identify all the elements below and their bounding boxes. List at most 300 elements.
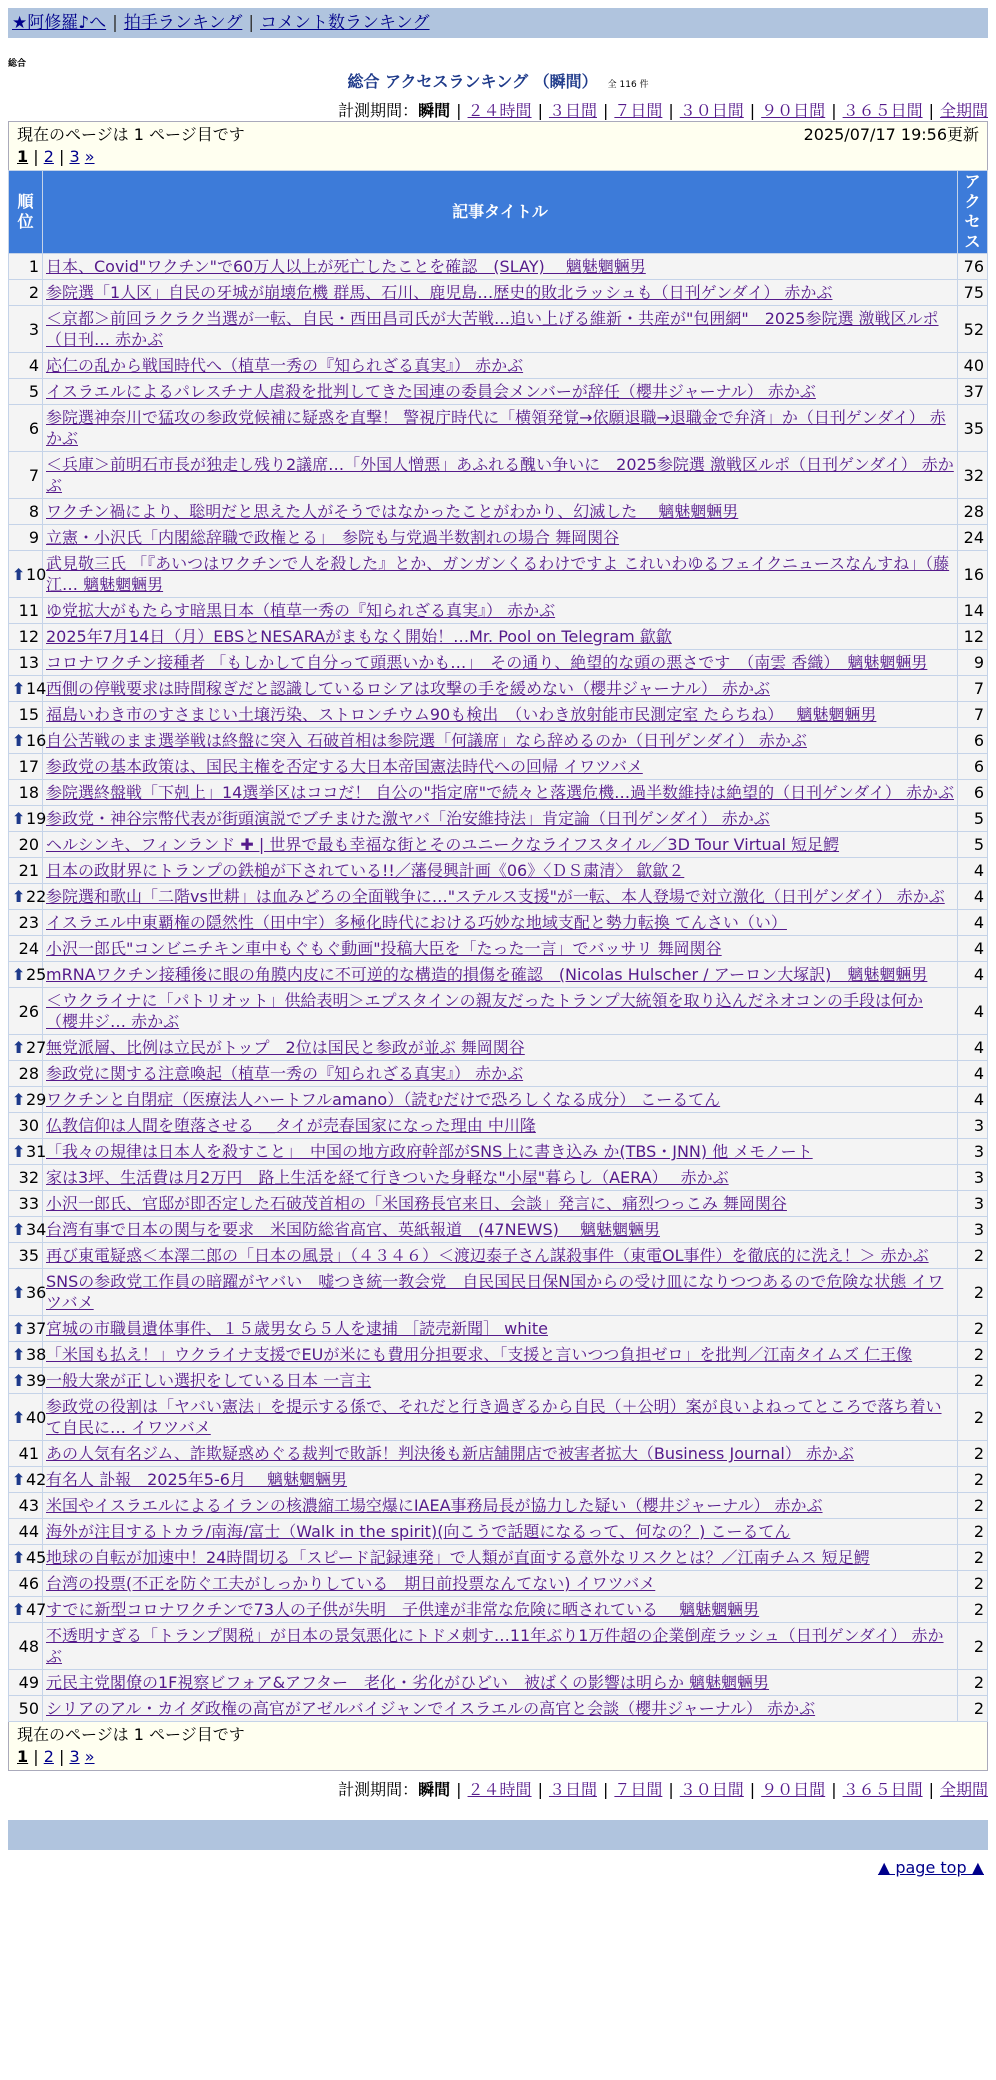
- period-option[interactable]: ３日間: [548, 1780, 597, 1799]
- access-count: 32: [958, 452, 988, 499]
- page-current: 1: [17, 147, 29, 166]
- article-link[interactable]: 武見敬三氏 「『あいつはワクチンで人を殺した』とか、ガンガンくるわけですよ これいわゆるフェイクニュースなんすね」（藤江… 魑魅魍魎男: [46, 554, 950, 594]
- table-row: [9, 910, 988, 936]
- table-row: [9, 525, 988, 551]
- article-link[interactable]: ヘルシンキ、フィンランド ✚ | 世界で最も幸福な街とそのユニークなライフスタイル／3D Tour Virtual 短足鰐: [46, 835, 840, 854]
- page-current: 1: [17, 1747, 29, 1766]
- article-link[interactable]: 参院選「1人区」自民の牙城が崩壊危機 群馬、石川、鹿児島…歴史的敗北ラッシュも（日刊ゲンダイ） 赤かぶ: [46, 283, 833, 302]
- article-link[interactable]: 日本、Covid"ワクチン"で60万人以上が死亡したことを確認 (SLAY) 魑魅魍魎男: [46, 257, 646, 276]
- table-row: [9, 1217, 988, 1243]
- article-link[interactable]: 再び東電疑惑＜本澤二郎の「日本の風景」（４３４６）＜渡辺泰子さん謀殺事件（東電OL事件）を徹底的に洗え！＞ 赤かぶ: [46, 1246, 929, 1265]
- up-arrow-icon: ⬆: [12, 731, 26, 750]
- separator: |: [53, 1747, 70, 1766]
- table-row: [9, 1316, 988, 1342]
- title-cell: [43, 1342, 958, 1368]
- separator: |: [831, 1780, 837, 1799]
- rank-cell: [9, 1165, 43, 1191]
- rank-number: 3: [28, 319, 39, 339]
- title-cell: [43, 1493, 958, 1519]
- rank-cell: [9, 1441, 43, 1467]
- rank-number: 30: [18, 1116, 39, 1135]
- rank-number: 22: [26, 887, 47, 906]
- home-link[interactable]: ★阿修羅♪へ: [12, 13, 107, 33]
- up-arrow-icon: ⬆: [12, 1470, 26, 1489]
- pager-bottom: [8, 1722, 988, 1771]
- article-link[interactable]: 元民主党閣僚の1F視察ビフォア&アフター 老化・劣化がひどい 被ばくの影響は明らか 魑魅魍魎男: [46, 1673, 770, 1692]
- article-link[interactable]: 小沢一郎氏、官邸が即否定した石破茂首相の「米国務長官来日、会談」発言に、痛烈つっこみ 舞岡関谷: [46, 1194, 787, 1213]
- table-row: [9, 988, 988, 1035]
- article-link[interactable]: あの人気有名ジム、詐欺疑惑めぐる裁判で敗訴！判決後も新店舗開店で被害者拡大（Business Journal） 赤かぶ: [46, 1444, 854, 1463]
- access-count: 28: [958, 499, 988, 525]
- separator: |: [456, 1780, 462, 1799]
- table-row: [9, 1061, 988, 1087]
- page-link[interactable]: 3: [69, 1747, 80, 1766]
- title-cell: [43, 936, 958, 962]
- article-link[interactable]: 宮城の市職員遺体事件、１５歳男女ら５人を逮捕 ［読売新聞］ white: [46, 1319, 548, 1338]
- period-option[interactable]: ７日間: [614, 1780, 663, 1799]
- table-row: [9, 1545, 988, 1571]
- rank-number: 28: [18, 1064, 39, 1083]
- title-cell: [43, 499, 958, 525]
- separator: |: [602, 101, 609, 120]
- article-link[interactable]: ゆ党拡大がもたらす暗黒日本（植草一秀の『知られざる真実』） 赤かぶ: [46, 601, 556, 620]
- comment-ranking-link[interactable]: コメント数ランキング: [260, 13, 430, 33]
- title-cell: [43, 1061, 958, 1087]
- period-selector: [8, 1777, 988, 1800]
- rank-number: 41: [18, 1444, 39, 1463]
- rank-cell: [9, 1342, 47, 1368]
- up-arrow-icon: ⬆: [12, 1548, 26, 1567]
- access-count: 5: [958, 832, 988, 858]
- article-link[interactable]: 地球の自転が加速中！24時間切る「スピード記録連発」で人類が直面する意外なリスクとは？／江南チムス 短足鰐: [46, 1548, 870, 1567]
- access-count: 2: [958, 1493, 988, 1519]
- table-row: [9, 1493, 988, 1519]
- rank-number: 32: [18, 1168, 39, 1187]
- rank-cell: [9, 962, 47, 988]
- article-link[interactable]: 西側の停戦要求は時間稼ぎだと認識しているロシアは攻撃の手を緩めない（櫻井ジャーナル） 赤かぶ: [46, 679, 770, 698]
- rank-number: 40: [26, 1407, 47, 1427]
- table-row: [9, 858, 988, 884]
- rank-number: 18: [18, 783, 39, 802]
- separator: |: [831, 101, 837, 120]
- separator: |: [53, 147, 70, 166]
- separator: |: [537, 1780, 543, 1799]
- period-option[interactable]: ３６５日間: [842, 1780, 923, 1799]
- separator: |: [28, 147, 44, 166]
- rank-cell: [9, 525, 43, 551]
- title-cell: [43, 1087, 958, 1113]
- rank-number: 15: [18, 705, 39, 724]
- table-row: [9, 884, 988, 910]
- period-option[interactable]: ２４時間: [467, 1780, 532, 1799]
- separator: |: [928, 101, 934, 120]
- article-link[interactable]: ＜兵庫＞前明石市長が独走し残り2議席…「外国人憎悪」あふれる醜い争いに 2025参院選 激戦区ルポ（日刊ゲンダイ） 赤かぶ: [46, 455, 954, 495]
- updated-time: 2025/07/17 19:56更新: [803, 125, 979, 144]
- rank-cell: [9, 1467, 47, 1493]
- article-link[interactable]: 小沢一郎氏"コンビニチキン車中もぐもぐ動画"投稿大臣を「たった一言」でバッサリ 舞岡関谷: [46, 939, 722, 958]
- title-header: 記事タイトル: [43, 171, 958, 254]
- period-option[interactable]: ３日間: [548, 101, 597, 120]
- table-row: [9, 1139, 988, 1165]
- rank-number: 5: [28, 382, 39, 401]
- article-link[interactable]: 日本の政財界にトランプの鉄槌が下されている!!／藩侵興計画《06》〈ＤＳ粛清〉 歙歙２: [46, 861, 685, 880]
- up-arrow-icon: ⬆: [12, 1345, 26, 1364]
- article-link[interactable]: mRNAワクチン接種後に眼の角膜内皮に不可逆的な構造的損傷を確認 (Nicolas Hulscher / アーロン大塚訳) 魑魅魍魎男: [46, 965, 928, 984]
- page-link[interactable]: 2: [43, 147, 54, 166]
- access-count: 16: [958, 551, 988, 598]
- article-link[interactable]: 参政党の基本政策は、国民主権を否定する大日本帝国憲法時代への回帰 イワツバメ: [46, 757, 643, 776]
- rank-cell: [9, 1597, 47, 1623]
- article-link[interactable]: 一般大衆が正しい選択をしている日本 一言主: [46, 1371, 372, 1390]
- article-link[interactable]: シリアのアル・カイダ政権の高官がアゼルバイジャンでイスラエルの高官と会談（櫻井ジャーナル） 赤かぶ: [46, 1699, 816, 1718]
- access-count: 2: [958, 1394, 988, 1441]
- rank-number: 10: [26, 564, 47, 584]
- article-link[interactable]: 台湾有事で日本の関与を要求 米国防総省高官、英紙報道 (47NEWS) 魑魅魍魎男: [46, 1220, 660, 1239]
- access-count: 4: [958, 962, 988, 988]
- title-cell: [43, 832, 958, 858]
- page-link[interactable]: 2: [43, 1747, 54, 1766]
- article-link[interactable]: ＜京都＞前回ラクラク当選が一転、自民・西田昌司氏が大苦戦…追い上げる維新・共産が"包囲網" 2025参院選 激戦区ルポ（日刊… 赤かぶ: [46, 309, 939, 349]
- rank-cell: [9, 551, 47, 598]
- rank-cell: [9, 1571, 43, 1597]
- title-cell: [43, 1696, 958, 1722]
- separator: |: [928, 1780, 934, 1799]
- table-row: [9, 1597, 988, 1623]
- rank-number: 7: [28, 465, 39, 485]
- article-link[interactable]: コロナワクチン接種者 「もしかして自分って頭悪いかも…」 その通り、絶望的な頭の悪さです （南雲 香織） 魑魅魍魎男: [46, 653, 928, 672]
- article-link[interactable]: 立憲・小沢氏「内閣総辞職で政権とる」 参院も与党過半数割れの場合 舞岡関谷: [46, 528, 620, 547]
- rank-number: 31: [26, 1142, 47, 1161]
- access-count: 35: [958, 405, 988, 452]
- rank-cell: [9, 780, 43, 806]
- access-count: 2: [958, 1269, 988, 1316]
- access-count: 4: [958, 988, 988, 1035]
- article-link[interactable]: 応仁の乱から戦国時代へ（植草一秀の『知られざる真実』） 赤かぶ: [46, 356, 524, 375]
- title-cell: [43, 1243, 958, 1269]
- access-count: 3: [958, 1113, 988, 1139]
- rank-cell: [9, 598, 43, 624]
- title-cell: [43, 1441, 958, 1467]
- rank-cell: [9, 728, 47, 754]
- access-count: 4: [958, 1035, 988, 1061]
- title-cell: [43, 1623, 958, 1670]
- page-top-row: [8, 1850, 988, 1887]
- access-count: 2: [958, 1368, 988, 1394]
- access-count: 2: [958, 1467, 988, 1493]
- rank-cell: [9, 405, 43, 452]
- rank-number: 47: [26, 1600, 47, 1619]
- article-link[interactable]: ＜ウクライナに「パトリオット」供給表明＞エプスタインの親友だったトランプ大統領を取り込んだネオコンの手段は何か（櫻井ジ… 赤かぶ: [46, 991, 923, 1031]
- rank-header: 順位: [9, 171, 43, 254]
- table-row: [9, 728, 988, 754]
- rank-cell: [9, 1316, 47, 1342]
- title-cell: [43, 1316, 958, 1342]
- article-link[interactable]: 海外が注目するトカラ/南海/富士（Walk in the spirit)(向こうで話題になるって、何なの？) こーるてん: [46, 1522, 791, 1541]
- table-row: [9, 1035, 988, 1061]
- title-cell: [43, 624, 958, 650]
- article-link[interactable]: 参院選終盤戦「下剋上」14選挙区はココだ！ 自公の"指定席"で続々と落選危機…過半数維持は絶望的（日刊ゲンダイ） 赤かぶ: [46, 783, 954, 802]
- article-link[interactable]: 2025年7月14日（月）EBSとNESARAがまもなく開始！…Mr. Pool on Telegram 歙歙: [46, 627, 672, 646]
- up-arrow-icon: ⬆: [12, 564, 26, 584]
- article-link[interactable]: 無党派層、比例は立民がトップ 2位は国民と参政が並ぶ 舞岡関谷: [46, 1038, 525, 1057]
- rank-number: 14: [26, 679, 47, 698]
- rank-number: 13: [18, 653, 39, 672]
- access-count: 4: [958, 884, 988, 910]
- separator: |: [28, 1747, 44, 1766]
- rank-cell: [9, 1696, 43, 1722]
- rank-cell: [9, 988, 43, 1035]
- access-count: 12: [958, 624, 988, 650]
- separator: |: [668, 1780, 674, 1799]
- rank-cell: [9, 624, 43, 650]
- access-count: 2: [958, 1670, 988, 1696]
- rank-cell: [9, 806, 47, 832]
- rank-number: 1: [28, 257, 39, 276]
- rank-number: 16: [26, 731, 47, 750]
- rank-cell: [9, 379, 43, 405]
- next-page-link[interactable]: »: [84, 1747, 95, 1766]
- rank-number: 9: [28, 528, 39, 547]
- article-link[interactable]: 参政党の役割は「ヤバい憲法」を提示する係で、それだと行き過ぎるから自民（＋公明）案が良いよねってところで落ち着いて自民に… イワツバメ: [46, 1397, 942, 1437]
- rank-cell: [9, 676, 47, 702]
- article-link[interactable]: 参政党に関する注意喚起（植草一秀の『知られざる真実』） 赤かぶ: [46, 1064, 524, 1083]
- ranking-table: [8, 170, 988, 1722]
- period-option[interactable]: ３０日間: [679, 101, 744, 120]
- title-cell: [43, 306, 958, 353]
- title-cell: [43, 1571, 958, 1597]
- table-row: [9, 702, 988, 728]
- access-count: 2: [958, 1316, 988, 1342]
- access-count: 37: [958, 379, 988, 405]
- period-option[interactable]: ２４時間: [467, 101, 532, 120]
- title-cell: [43, 525, 958, 551]
- period-label: 計測期間：: [338, 1780, 419, 1799]
- table-row: [9, 624, 988, 650]
- up-arrow-icon: ⬆: [12, 887, 26, 906]
- rank-number: 44: [18, 1522, 39, 1541]
- article-link[interactable]: 「我々の規律は日本人を殺すこと」 中国の地方政府幹部がSNS上に書き込み か(TBS・JNN) 他 メモノート: [46, 1142, 813, 1161]
- table-row: [9, 499, 988, 525]
- rank-cell: [9, 1368, 47, 1394]
- period-option[interactable]: 全期間: [939, 101, 988, 120]
- top-nav: [8, 8, 988, 38]
- access-count: 3: [958, 1191, 988, 1217]
- article-link[interactable]: 自公苦戦のまま選挙戦は終盤に突入 石破首相は参院選「何議席」なら辞めるのか（日刊ゲンダイ） 赤かぶ: [46, 731, 807, 750]
- rank-number: 36: [26, 1282, 47, 1302]
- period-selector: [8, 98, 988, 121]
- period-option[interactable]: ９０日間: [761, 1780, 826, 1799]
- rank-number: 35: [18, 1246, 39, 1265]
- rank-number: 12: [18, 627, 39, 646]
- table-row: [9, 754, 988, 780]
- access-count: 2: [958, 1441, 988, 1467]
- access-count: 3: [958, 1217, 988, 1243]
- up-arrow-icon: ⬆: [12, 1282, 26, 1302]
- rank-cell: [9, 910, 43, 936]
- rank-cell: [9, 353, 43, 379]
- period-label: 計測期間：: [338, 101, 419, 120]
- rank-number: 46: [18, 1574, 39, 1593]
- access-count: 6: [958, 780, 988, 806]
- period-option[interactable]: ３６５日間: [842, 101, 923, 120]
- access-count: 4: [958, 936, 988, 962]
- page-top-link[interactable]: ▲ page top ▲: [877, 1858, 984, 1877]
- rank-cell: [9, 1061, 43, 1087]
- rank-cell: [9, 499, 43, 525]
- rank-number: 19: [26, 809, 47, 828]
- title-cell: [43, 1217, 958, 1243]
- rank-number: 25: [26, 965, 47, 984]
- access-count: 6: [958, 754, 988, 780]
- rank-number: 11: [18, 601, 39, 620]
- page-links: [17, 1746, 979, 1768]
- title-cell: [43, 1467, 958, 1493]
- table-row: [9, 806, 988, 832]
- rank-number: 2: [28, 283, 39, 302]
- article-link[interactable]: SNSの参政党工作員の暗躍がヤバい 嘘つき統一教会党 自民国民日保N国からの受け皿になりつつあるので危険な状態 イワツバメ: [46, 1272, 944, 1312]
- separator: |: [668, 101, 674, 120]
- article-link[interactable]: すでに新型コロナワクチンで73人の子供が失明 子供達が非常な危険に晒されている 魑魅魍魎男: [46, 1600, 760, 1619]
- access-count: 4: [958, 910, 988, 936]
- article-link[interactable]: 福島いわき市のすさまじい土壌汚染、ストロンチウム90も検出 （いわき放射能市民測定室 たらちね） 魑魅魍魎男: [46, 705, 877, 724]
- separator: |: [602, 1780, 609, 1799]
- genre-label: 総合: [8, 59, 27, 69]
- title-cell: [43, 280, 958, 306]
- article-link[interactable]: 家は3坪、生活費は月2万円 路上生活を経て行きついた身軽な"小屋"暮らし（AERA） 赤かぶ: [46, 1168, 729, 1187]
- article-link[interactable]: 台湾の投票(不正を防ぐ工夫がしっかりしている 期日前投票なんてない) イワツバメ: [46, 1574, 656, 1593]
- access-count: 7: [958, 676, 988, 702]
- article-link[interactable]: イスラエル中東覇権の隠然性（田中宇）多極化時代における巧妙な地域支配と勢力転換 てんさい（い）: [46, 913, 787, 932]
- up-arrow-icon: ⬆: [12, 1142, 26, 1161]
- title-cell: [43, 780, 958, 806]
- access-count: 3: [958, 1165, 988, 1191]
- title-cell: [43, 806, 958, 832]
- article-link[interactable]: イスラエルによるパレスチナ人虐殺を批判してきた国連の委員会メンバーが辞任（櫻井ジャーナル） 赤かぶ: [46, 382, 816, 401]
- access-count: 6: [958, 728, 988, 754]
- up-arrow-icon: ⬆: [12, 965, 26, 984]
- separator: |: [537, 101, 543, 120]
- rank-cell: [9, 1545, 47, 1571]
- access-count: 5: [958, 806, 988, 832]
- title-cell: [43, 1035, 958, 1061]
- table-row: [9, 1519, 988, 1545]
- article-link[interactable]: ワクチンと自閉症（医療法人ハートフルamano）（読むだけで恐ろしくなる成分） こーるてん: [46, 1090, 721, 1109]
- title-cell: [43, 754, 958, 780]
- rank-number: 50: [18, 1699, 39, 1718]
- title-cell: [43, 405, 958, 452]
- article-link[interactable]: 有名人 訃報 2025年5-6月 魑魅魍魎男: [46, 1470, 348, 1489]
- article-link[interactable]: 参院選和歌山「二階vs世耕」は血みどろの全面戦争に…"ステルス支援"が一転、本人登場で対立激化（日刊ゲンダイ） 赤かぶ: [46, 887, 945, 906]
- title-cell: [43, 728, 958, 754]
- table-row: [9, 1394, 988, 1441]
- article-link[interactable]: ワクチン禍により、聡明だと思えた人がそうではなかったことがわかり、幻滅した 魑魅魍魎男: [46, 502, 739, 521]
- access-count: 75: [958, 280, 988, 306]
- article-link[interactable]: 不透明すぎる「トランプ関税」が日本の景気悪化にトドメ刺す…11年ぶり1万件超の企業倒産ラッシュ（日刊ゲンダイ） 赤かぶ: [46, 1626, 944, 1666]
- access-count: 4: [958, 1087, 988, 1113]
- rank-number: 34: [26, 1220, 47, 1239]
- rank-cell: [9, 1519, 43, 1545]
- up-arrow-icon: ⬆: [12, 1220, 26, 1239]
- period-option[interactable]: 全期間: [939, 1780, 988, 1799]
- table-row: [9, 598, 988, 624]
- table-row: [9, 780, 988, 806]
- title-cell: [43, 452, 958, 499]
- period-option[interactable]: ９０日間: [761, 101, 826, 120]
- access-count: 2: [958, 1519, 988, 1545]
- rank-cell: [9, 1139, 47, 1165]
- table-row: [9, 1243, 988, 1269]
- article-link[interactable]: 米国やイスラエルによるイランの核濃縮工場空爆にIAEA事務局長が協力した疑い（櫻井ジャーナル） 赤かぶ: [46, 1496, 823, 1515]
- access-count: 9: [958, 650, 988, 676]
- period-option[interactable]: ７日間: [614, 101, 663, 120]
- table-row: [9, 306, 988, 353]
- title-cell: [43, 379, 958, 405]
- table-row: [9, 1571, 988, 1597]
- rank-number: 26: [18, 1001, 39, 1021]
- rank-cell: [9, 1113, 43, 1139]
- rank-number: 29: [26, 1090, 47, 1109]
- table-row: [9, 1165, 988, 1191]
- article-link[interactable]: 参院選神奈川で猛攻の参政党候補に疑惑を直撃！ 警視庁時代に「横領発覚→依願退職→退職金で弁済」か（日刊ゲンダイ） 赤かぶ: [46, 408, 946, 448]
- table-row: [9, 1269, 988, 1316]
- rank-cell: [9, 1087, 47, 1113]
- access-count: 4: [958, 858, 988, 884]
- title-cell: [43, 962, 958, 988]
- next-page-link[interactable]: »: [84, 147, 95, 166]
- article-link[interactable]: 参政党・神谷宗幣代表が街頭演説でブチまけた激ヤバ「治安維持法」肯定論（日刊ゲンダイ） 赤かぶ: [46, 809, 770, 828]
- rank-number: 6: [28, 418, 39, 438]
- up-arrow-icon: ⬆: [12, 679, 26, 698]
- up-arrow-icon: ⬆: [12, 1038, 26, 1057]
- table-row: [9, 353, 988, 379]
- title-cell: [43, 1139, 958, 1165]
- table-row: [9, 1670, 988, 1696]
- title-cell: [43, 650, 958, 676]
- title-cell: [43, 1597, 958, 1623]
- access-count: 2: [958, 1243, 988, 1269]
- up-arrow-icon: ⬆: [12, 809, 26, 828]
- page-title-row: [8, 69, 988, 92]
- title-cell: [43, 1545, 958, 1571]
- article-link[interactable]: 仏教信仰は人間を堕落させる ＿タイが売春国家になった理由 中川隆: [46, 1116, 536, 1135]
- title-cell: [43, 353, 958, 379]
- period-current: 瞬間: [418, 1780, 451, 1799]
- rank-cell: [9, 702, 43, 728]
- title-cell: [43, 884, 958, 910]
- table-row: [9, 1368, 988, 1394]
- period-option[interactable]: ３０日間: [679, 1780, 744, 1799]
- rank-cell: [9, 452, 43, 499]
- access-count: 2: [958, 1571, 988, 1597]
- article-link[interactable]: 「米国も払え！」ウクライナ支援でEUが米にも費用分担要求、「支援と言いつつ負担ゼロ」を批判／江南タイムズ 仁王像: [46, 1345, 913, 1364]
- rank-cell: [9, 1670, 43, 1696]
- rank-cell: [9, 280, 43, 306]
- clap-ranking-link[interactable]: 拍手ランキング: [123, 13, 243, 33]
- bottom-bar: [8, 1820, 988, 1850]
- table-row: [9, 405, 988, 452]
- table-row: [9, 1696, 988, 1722]
- page-link[interactable]: 3: [69, 147, 80, 166]
- rank-number: 4: [28, 356, 39, 375]
- access-count: 40: [958, 353, 988, 379]
- period-current: 瞬間: [418, 101, 451, 120]
- title-cell: [43, 254, 958, 280]
- rank-cell: [9, 1493, 43, 1519]
- rank-cell: [9, 254, 43, 280]
- access-count: 2: [958, 1597, 988, 1623]
- title-cell: [43, 551, 958, 598]
- table-row: [9, 962, 988, 988]
